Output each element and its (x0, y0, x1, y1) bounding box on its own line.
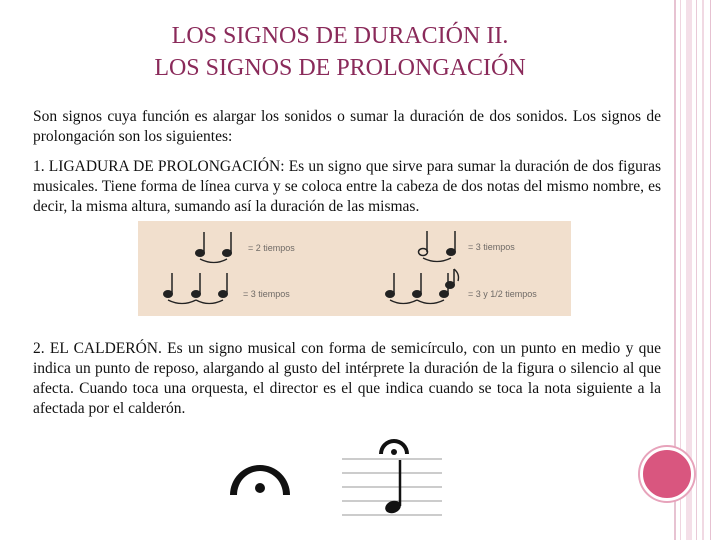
tie-example-4-label: = 3 y 1/2 tiempos (468, 289, 537, 299)
intro-paragraph: Son signos cuya función es alargar los sonidos o sumar la duración de dos sonidos. Los signos de prolongación son los siguientes: (33, 108, 661, 145)
calderon-paragraph: 2. EL CALDERÓN. Es un signo musical con forma de semicírculo, con un punto en medio y que indica un punto de reposo, alargando al gusto del intérprete la duración de la figura o silencio al que afecta. Cuando toca una orquesta, el director es el que indica cuando se toca la nota siguiente a la afectada por el calderón. (33, 340, 661, 417)
tie-example-1-notes (196, 232, 232, 263)
tie-example-4-notes (386, 269, 459, 304)
title-line-1: LOS SIGNOS DE DURACIÓN II. (171, 23, 509, 49)
decorative-circle (640, 447, 694, 501)
tie-example-3-notes (164, 273, 228, 304)
tie-example-2-notes (419, 231, 456, 262)
fermata-icon (226, 455, 294, 497)
ligadura-paragraph: 1. LIGADURA DE PROLONGACIÓN: Es un signo que sirve para sumar la duración de dos figuras musicales. Tiene forma de línea curva y se coloca entre la cabeza de dos notas del mismo nombre, es decir, la misma altura, sumando así la duración de las mismas. (33, 158, 661, 215)
tie-example-2-label: = 3 tiempos (468, 242, 515, 252)
fermata-on-note-image (338, 436, 446, 516)
tie-examples-image (138, 221, 571, 316)
tie-example-3-label: = 3 tiempos (243, 289, 290, 299)
tie-example-1-label: = 2 tiempos (248, 243, 295, 253)
page-title (60, 20, 620, 84)
title-line-2: LOS SIGNOS DE PROLONGACIÓN (154, 55, 526, 81)
